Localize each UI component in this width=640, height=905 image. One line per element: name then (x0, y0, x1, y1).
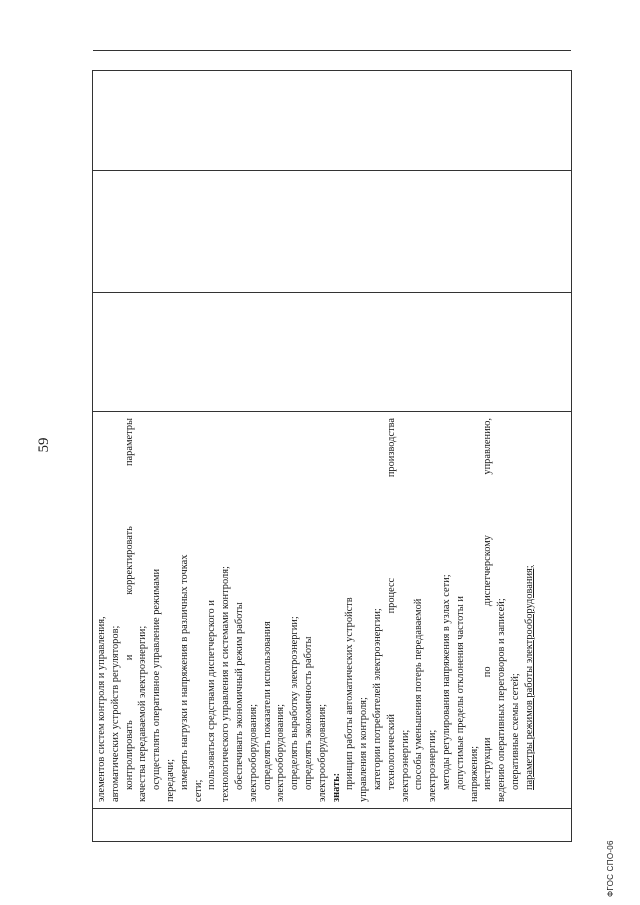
requirement-line: ведению оперативных переговоров и записей; (496, 598, 508, 802)
footer-document-code: ФГОС СПО-06 (606, 840, 615, 897)
requirement-line: оперативные схемы сетей; (509, 673, 521, 790)
requirement-line: способы уменьшения потерь передаваемой (413, 598, 425, 790)
requirement-line: элементов систем контроля и управления, (96, 616, 107, 802)
requirement-line: сети; (192, 779, 204, 802)
requirement-line: обеспечивать экономичный режим работы (233, 602, 245, 790)
requirement-line: измерять нагрузки и напряжения в различных точках (178, 554, 190, 790)
requirement-line: контролировать и корректировать параметры (123, 418, 135, 790)
requirement-line: осуществлять оперативное управление режимами (151, 568, 163, 790)
requirement-line: определять показатели использования (261, 621, 273, 790)
requirement-line: передачи; (164, 759, 176, 802)
table-column-index (93, 808, 571, 841)
requirement-line: электрооборудования; (247, 704, 259, 802)
requirement-line: электрооборудования; (316, 704, 328, 802)
requirement-line: определять выработку электроэнергии; (289, 616, 301, 790)
requirement-line: определять экономичность работы (302, 636, 314, 790)
requirement-line: знать: (330, 772, 342, 802)
requirement-line: напряжения; (468, 745, 480, 802)
table-column-requirements (93, 411, 571, 808)
requirement-line: инструкции по диспетчерскому управлению, (482, 418, 494, 790)
table-column-empty-2 (93, 170, 571, 292)
requirement-line: электроэнергии; (399, 729, 411, 802)
requirement-line: управления и контроля; (358, 697, 370, 802)
requirement-line: принцип работы автоматических устройств (344, 597, 356, 790)
page-number: 59 (36, 437, 52, 453)
requirement-line: технологический процесс производства (385, 418, 397, 790)
requirement-line: качества передаваемой электроэнергии; (137, 625, 149, 802)
requirement-line: категории потребителей электроэнергии; (371, 608, 383, 790)
table-column-empty-3 (93, 50, 571, 170)
requirement-line: допустимые пределы отклонения частоты и (454, 596, 466, 790)
requirement-line: параметры режимов работы электрооборудования; (523, 565, 535, 790)
requirement-line: электроэнергии; (427, 729, 439, 802)
requirement-line: методы регулирования напряжения в узлах сети; (440, 574, 452, 790)
competency-table (92, 70, 572, 842)
requirement-line: автоматических устройств регуляторов; (109, 625, 121, 802)
requirement-line: пользоваться средствами диспетчерского и (206, 600, 218, 790)
requirement-line: технологического управления и системами контроля; (220, 566, 232, 802)
requirement-line: электрооборудования; (275, 704, 287, 802)
table-column-empty-1 (93, 292, 571, 411)
